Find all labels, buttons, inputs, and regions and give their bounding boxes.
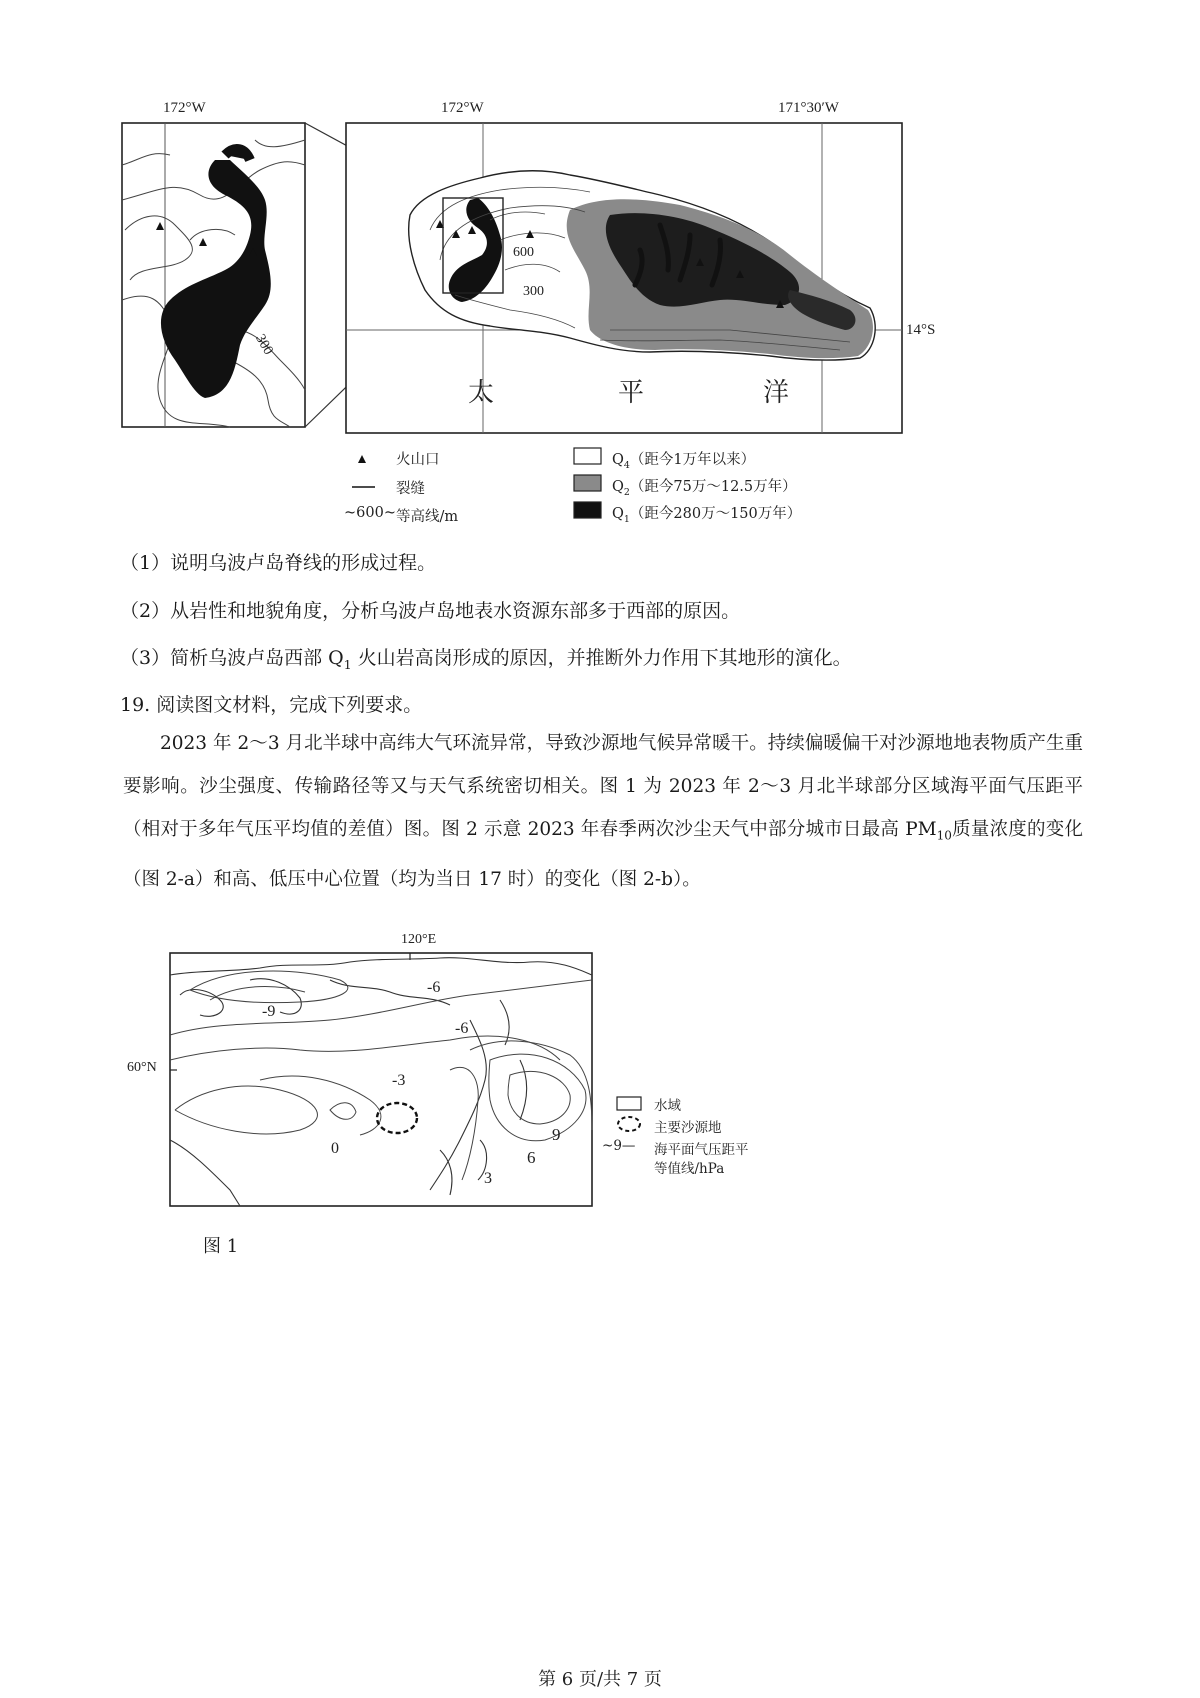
question-19-title: 19. 阅读图文材料，完成下列要求。 bbox=[120, 694, 423, 716]
ocean-label-tai: 太 bbox=[468, 378, 495, 407]
legend-fissure: 裂缝 bbox=[396, 481, 425, 497]
figure1-longitude-label: 120°E bbox=[401, 932, 437, 947]
legend-q1: $Q_1$（距今280万～150万年） bbox=[612, 506, 802, 525]
ocean-label-ping: 平 bbox=[618, 378, 645, 407]
main-longitude-right-label: 171°30′W bbox=[778, 100, 839, 116]
legend-isobar-line2: 等值线/hPa bbox=[654, 1161, 725, 1177]
legend-contour-sample: ~600~ bbox=[344, 505, 396, 521]
pressure-map-frame bbox=[170, 953, 592, 1206]
water-swatch bbox=[617, 1097, 641, 1110]
isobar-label: -6 bbox=[455, 1020, 469, 1037]
page-footer: 第 6 页/共 7 页 bbox=[538, 1669, 662, 1690]
legend-volcano: 火山口 bbox=[396, 452, 440, 468]
source-legend-symbol bbox=[618, 1117, 640, 1131]
question-18-3: （3）简析乌波卢岛西部 $Q_1$ 火山岩高岗形成的原因，并推断外力作用下其地形的演化。 bbox=[120, 647, 852, 672]
legend-water: 水域 bbox=[654, 1098, 681, 1114]
figure1-latitude-label: 60°N bbox=[127, 1060, 157, 1075]
isobar-label: 9 bbox=[552, 1125, 561, 1144]
contour-600-label: 600 bbox=[513, 245, 534, 260]
legend-q4: $Q_4$（距今1万年以来） bbox=[612, 452, 756, 471]
inset-longitude-label: 172°W bbox=[163, 100, 206, 116]
question-18-1: （1）说明乌波卢岛脊线的形成过程。 bbox=[120, 552, 437, 574]
legend-contour: 等高线/m bbox=[396, 509, 459, 525]
legend-isobar-line1: 海平面气压距平 bbox=[654, 1142, 749, 1158]
legend-isobar-sample: ~9— bbox=[602, 1138, 636, 1154]
legend-sand-source: 主要沙源地 bbox=[654, 1120, 722, 1136]
isobar-label: -6 bbox=[427, 979, 441, 996]
main-longitude-left-label: 172°W bbox=[441, 100, 484, 116]
inset-contour-300-label: 300 bbox=[252, 331, 276, 358]
latitude-label: 14°S bbox=[906, 322, 936, 338]
legend-q2: $Q_2$（距今75万～12.5万年） bbox=[612, 479, 797, 498]
question-19-paragraph: 2023 年 2～3 月北半球中高纬大气环流异常，导致沙源地气候异常暖干。持续偏暖偏干对沙源地地表物质产生重要影响。沙尘强度、传输路径等又与天气系统密切相关。图 1 为 2023 年 2～3 月北半球部分区域海平面气压距平（相对于多年气压平均值的差值）图。图 2 示意 2023 年春季两次沙尘天气中部分城市日最高 $PM_{10}$质量浓度的变化（图 2-a）和高、低压中心位置（均为当日 17 时）的变化（图 2-b）。 bbox=[123, 733, 1083, 890]
figure-1-caption: 图 1 bbox=[203, 1236, 239, 1257]
isobar-label: -3 bbox=[392, 1072, 406, 1089]
isobar-label: -9 bbox=[262, 1003, 276, 1020]
contour-300-label: 300 bbox=[523, 284, 544, 299]
ocean-label-yang: 洋 bbox=[763, 378, 790, 407]
isobar-label: 3 bbox=[484, 1170, 492, 1187]
question-18-2: （2）从岩性和地貌角度，分析乌波卢岛地表水资源东部多于西部的原因。 bbox=[120, 600, 741, 622]
isobar-label: 6 bbox=[527, 1148, 536, 1167]
isobar-label: 0 bbox=[331, 1140, 339, 1157]
